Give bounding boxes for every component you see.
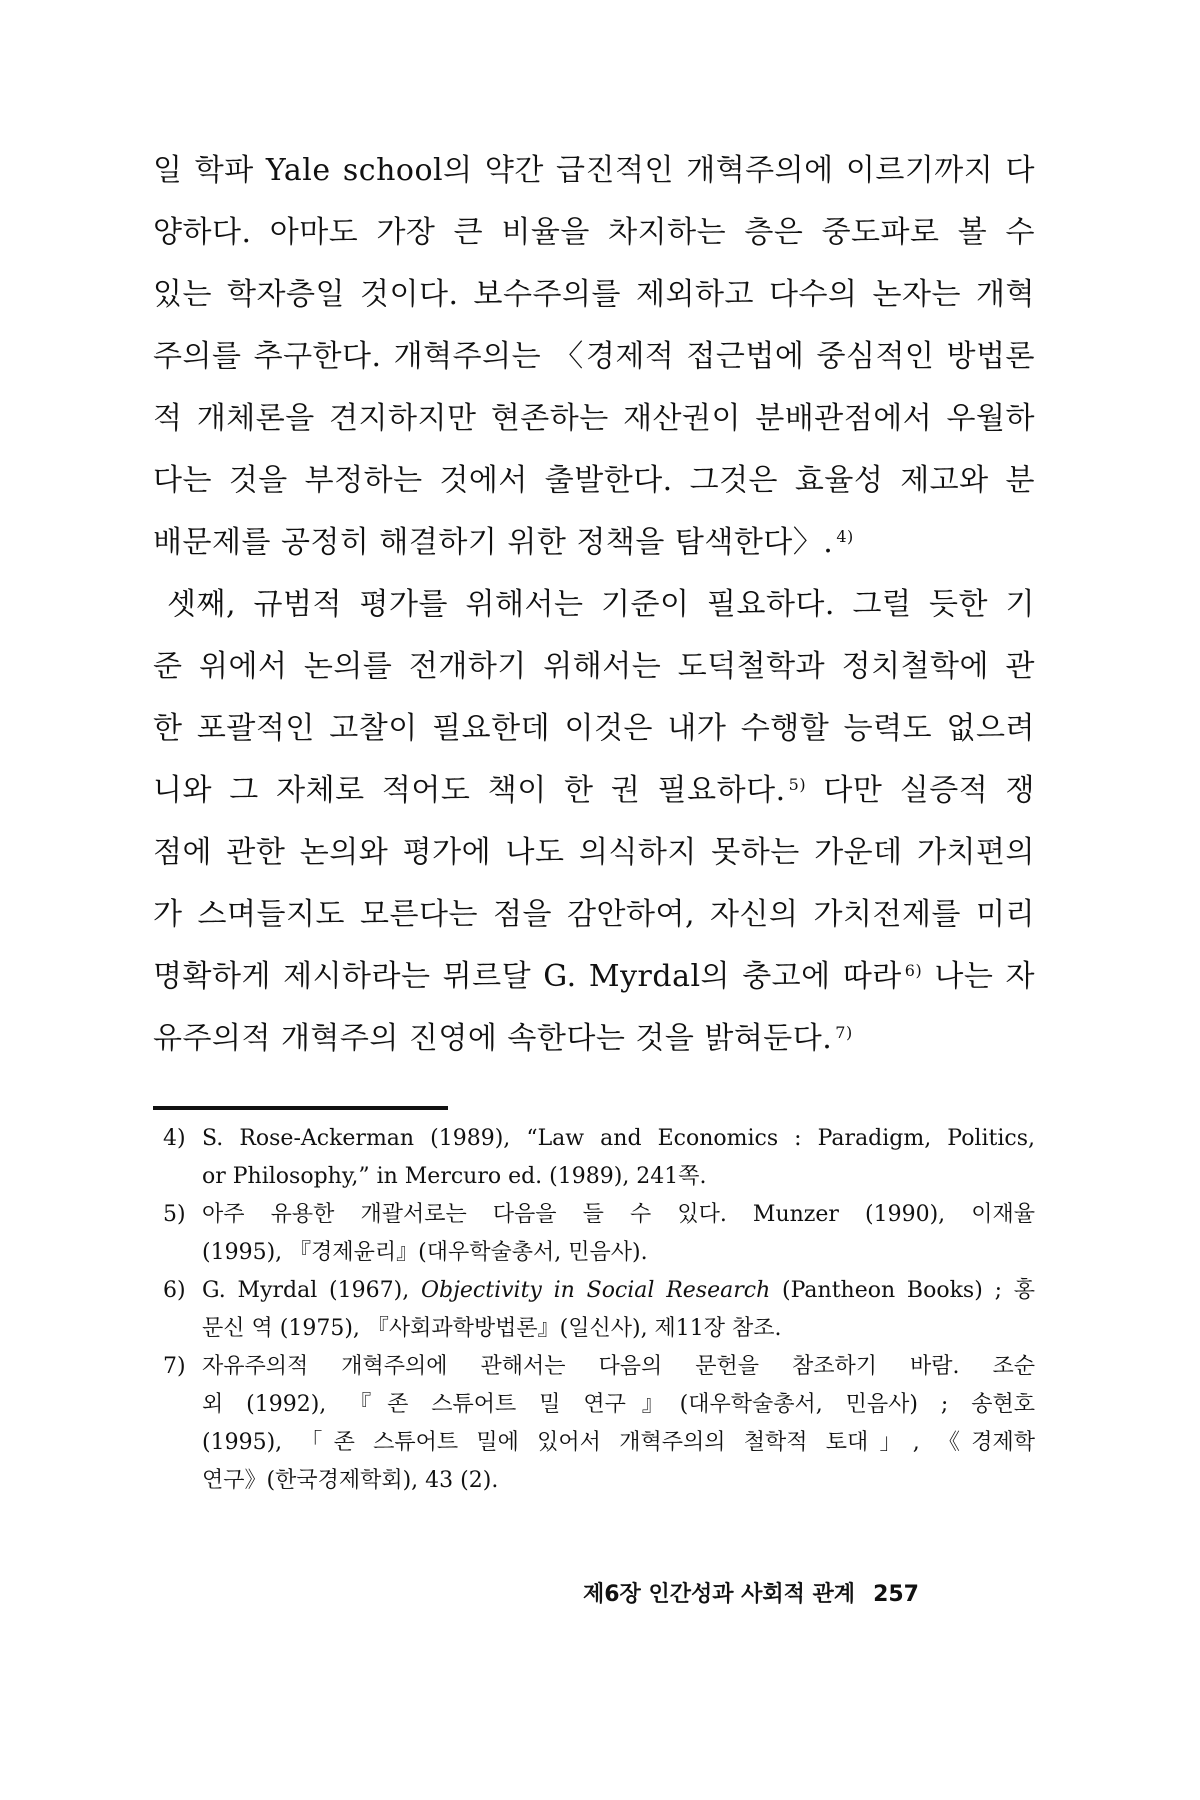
footnote-5	[163, 1196, 1035, 1272]
text-segment: 다만 실증적 쟁	[823, 773, 1035, 808]
text-line: 한 포괄적인 고찰이 필요한데 이것은 내가 수행할 능력도 없으려	[153, 711, 1035, 746]
text-line: 점에 관한 논의와 평가에 나도 의식하지 못하는 가운데 가치편의	[153, 835, 1035, 870]
footnotes	[163, 1120, 1035, 1500]
footnote-line: 연구》(한국경제학회), 43 (2).	[202, 1468, 499, 1493]
footnote-7	[163, 1348, 1035, 1500]
footnote-number: 4)	[163, 1126, 186, 1151]
text-segment: 배문제를 공정히 해결하기 위한 정책을 탐색한다〉.	[153, 525, 834, 560]
text-line: 적 개체론을 견지하지만 현존하는 재산권이 분배관점에서 우월하	[153, 401, 1035, 436]
text-segment: 나는 자	[934, 959, 1035, 994]
footnote-line	[163, 1272, 1035, 1310]
text-line	[153, 512, 1035, 574]
text-line: 주의를 추구한다. 개혁주의는 〈경제적 접근법에 중심적인 방법론	[153, 339, 1035, 374]
footnote-ref: 7)	[835, 1023, 853, 1042]
footnote-4	[163, 1120, 1035, 1196]
footnote-number: 6)	[163, 1278, 186, 1303]
footnote-line	[163, 1196, 1035, 1234]
footnote-ref: 4)	[836, 527, 854, 546]
footnote-line	[163, 1120, 1035, 1158]
page-footer	[583, 1577, 1023, 1608]
running-header-chapter: 제6장 인간성과 사회적 관계	[583, 1582, 856, 1607]
text-line: 다는 것을 부정하는 것에서 출발한다. 그것은 효율성 제고와 분	[153, 463, 1035, 498]
text-line	[153, 760, 1035, 822]
footnote-line: (1995), 「존 스튜어트 밀에 있어서 개혁주의의 철학적 토대」, 《경제학	[202, 1430, 1035, 1455]
footnote-text: 자유주의적 개혁주의에 관해서는 다음의 문헌을 참조하기 바람. 조순	[202, 1354, 1035, 1379]
book-title-italic: Objectivity in Social Research	[420, 1278, 771, 1303]
text-line: 준 위에서 논의를 전개하기 위해서는 도덕철학과 정치철학에 관	[153, 649, 1035, 684]
footnote-ref: 5)	[788, 775, 807, 794]
text-line	[153, 1008, 1035, 1070]
footnote-line	[163, 1348, 1035, 1386]
text-line: 있는 학자층일 것이다. 보수주의를 제외하고 다수의 논자는 개혁	[153, 277, 1035, 312]
footnote-line: 문신 역 (1975), 『사회과학방법론』(일신사), 제11장 참조.	[202, 1316, 782, 1341]
text-line: 가 스며들지도 모른다는 점을 감안하여, 자신의 가치전제를 미리	[153, 897, 1035, 932]
footnote-line: (1995), 『경제윤리』(대우학술총서, 민음사).	[202, 1240, 648, 1265]
text-line: 일 학파 Yale school의 약간 급진적인 개혁주의에 이르기까지 다	[153, 153, 1035, 188]
footnote-text: S. Rose-Ackerman (1989), “Law and Economics : Paradigm, Politics,	[202, 1126, 1035, 1151]
text-line: 셋째, 규범적 평가를 위해서는 기준이 필요하다. 그럴 듯한 기	[167, 587, 1035, 622]
footnote-line: 외 (1992), 『존 스튜어트 밀 연구』(대우학술총서, 민음사) ; 송현호	[202, 1392, 1035, 1417]
footnote-number: 5)	[163, 1202, 186, 1227]
footnote-divider	[153, 1106, 448, 1110]
text-segment: 명확하게 제시하라는 뮈르달 G. Myrdal의 충고에 따라	[153, 959, 902, 994]
footnote-text: G. Myrdal (1967),	[202, 1278, 421, 1303]
footnote-text: 아주 유용한 개괄서로는 다음을 들 수 있다. Munzer (1990), 이재율	[202, 1202, 1035, 1227]
page-number: 257	[873, 1582, 919, 1607]
text-segment: 니와 그 자체로 적어도 책이 한 권 필요하다.	[153, 773, 786, 808]
footnote-6	[163, 1272, 1035, 1348]
text-segment: 유주의적 개혁주의 진영에 속한다는 것을 밝혀둔다.	[153, 1021, 833, 1056]
text-line	[153, 946, 1035, 1008]
footnote-text: (Pantheon Books) ; 홍	[770, 1278, 1036, 1303]
main-text	[153, 140, 1035, 1070]
footnote-line: or Philosophy,” in Mercuro ed. (1989), 241쪽.	[202, 1164, 707, 1189]
footnote-ref: 6)	[904, 961, 923, 980]
footnote-number: 7)	[163, 1354, 186, 1379]
text-line: 양하다. 아마도 가장 큰 비율을 차지하는 층은 중도파로 볼 수	[153, 215, 1035, 250]
